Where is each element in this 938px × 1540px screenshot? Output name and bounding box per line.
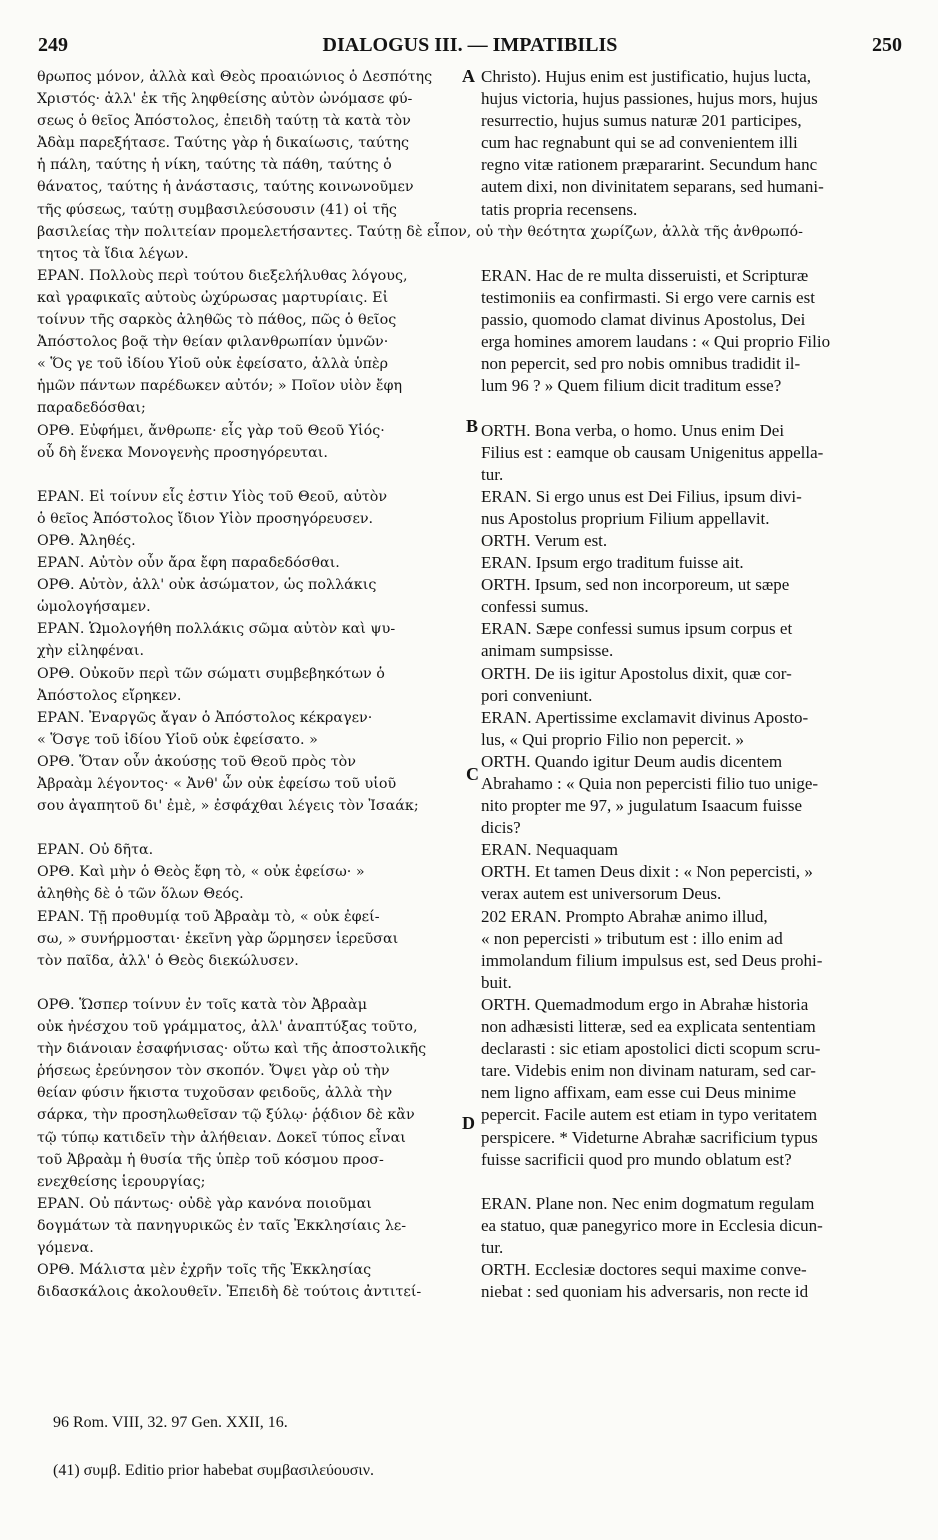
greek-text-line: « Ὅσγε τοῦ ἰδίου Υἱοῦ οὐκ ἐφείσατο. » [37,731,318,748]
latin-text-line: perspicere. * Videturne Abrahæ sacrificium typus [481,1127,818,1147]
greek-text-line: τοίνυν τῆς σαρκὸς ἀληθῶς τὸ πάθος, πῶς ὁ θεῖος [37,312,397,329]
greek-text-line [37,464,469,486]
latin-text-line: non pepercit, sed pro nobis omnibus tradidit il- [481,354,801,374]
margin-letter-b: B [466,416,479,436]
greek-text-line [37,817,469,839]
latin-text-line: declarasti : sic etiam apostolici dicti scopum scru- [481,1039,821,1059]
greek-text-line: ἀληθὴς δὲ ὁ τῶν ὅλων Θεός. [37,886,244,903]
greek-text-line: σου ἀγαπητοῦ δι' ἐμὲ, » ἐσφάχθαι λέγεις τὸν Ἰσαάκ; [37,798,419,815]
greek-text-line: ενεχθείσης ἱερουργίας; [37,1173,206,1190]
greek-text-line: βασιλείας τὴν πολιτείαν προμελετήσαντες. Ταύτῃ δὲ εἶπον, οὐ τὴν θεότητα χωρίζων, ἀλλὰ τῆς ἀνθρωπό- [37,223,803,240]
greek-text-line: σω, » συνήρμοσται· ἐκεῖνη γὰρ ὥρμησεν ἱερεῦσαι [37,930,399,947]
greek-text-line: χὴν εἰληφέναι. [37,643,145,660]
margin-letter-c: C [466,764,479,784]
greek-text-line: σάρκα, τὴν προσηλωθεῖσαν τῷ ξύλῳ· ῥᾴδιον δὲ κἂν [37,1107,415,1124]
greek-text-line [37,972,469,994]
latin-text-line: nito propter me 97, » jugulatum Isaacum fuisse [481,796,803,816]
greek-text-line: τῷ τύπῳ κατιδεῖν τὴν ἀλήθειαν. Δοκεῖ τύπος εἶναι [37,1129,406,1146]
greek-text-line: Ἀδὰμ παρεξήτασε. Ταύτης γὰρ ἡ δικαίωσις, ταύτης [37,135,409,152]
greek-text-line: ὁ θεῖος Ἀπόστολος ἴδιον Υἱὸν προσηγόρευσεν. [37,510,374,527]
greek-text-line: θείαν φύσιν ἥκιστα τυχοῦσαν φειδοῦς, ἀλλὰ τὴν [37,1085,393,1102]
greek-text-line: ΕΡΑΝ. Ὡμολογήθη πολλάκις σῶμα αὐτὸν καὶ ψυ- [37,621,396,638]
greek-text-line: παραδεδόσθαι; [37,400,146,417]
latin-text-line: non adhæsisti litteræ, sed ea explicata sententiam [481,1017,816,1037]
latin-text-line: « non pepercisti » tributum est : illo enim ad [481,928,783,948]
latin-text-line: lus, « Qui proprio Filio non pepercit. » [481,729,745,749]
latin-text-line: ORTH. Bona verba, o homo. Unus enim Dei [481,420,785,440]
greek-text-line: ΕΡΑΝ. Οὐ πάντως· οὐδὲ γὰρ κανόνα ποιοῦμαι [37,1195,372,1212]
greek-text-line: ΟΡΘ. Καὶ μὴν ὁ Θεὸς ἔφη τὸ, « οὐκ ἐφείσω· » [37,864,365,881]
latin-text-line: lum 96 ? » Quem filium dicit traditum esse? [481,376,782,396]
greek-text-line: ῥήσεως ἐρεύνησον τὸν σκοπόν. Ὄψει γὰρ οὐ τὴν [37,1063,390,1080]
running-title: DIALOGUS III. — IMPATIBILIS [322,34,618,56]
latin-text-line: regno vitæ rationem præpararint. Secundum hanc [481,155,818,175]
greek-text-line: « Ὅς γε τοῦ ἰδίου Υἱοῦ οὐκ ἐφείσατο, ἀλλὰ ὑπὲρ [37,356,389,373]
greek-text-line: ΕΡΑΝ. Αὐτὸν οὖν ἄρα ἔφη παραδεδόσθαι. [37,555,340,572]
greek-text-line: θρωπος μόνον, ἀλλὰ καὶ Θεὸς προαιώνιος ὁ Δεσπότης [37,69,433,85]
margin-letter-d: D [462,1113,475,1133]
latin-text-line: passio, quomodo clamat divinus Apostolus, Dei [481,310,806,330]
latin-text-line: ERAN. Sæpe confessi sumus ipsum corpus et [481,619,793,639]
latin-text-line: nus Apostolus proprium Filium appellavit. [481,508,770,528]
greek-text-line: τὴν διάνοιαν ἐσαφήνισας· οὕτω καὶ τῆς ἀποστολικῆς [37,1041,427,1058]
latin-text-line: cum hac regnabunt qui se ad convenientem illi [481,133,798,153]
latin-text-line [481,1171,902,1193]
greek-text-line: θάνατος, ταύτης ἡ ἀνάστασις, ταύτης κοινωνοῦμεν [37,179,414,196]
latin-text-line: ERAN. Plane non. Nec enim dogmatum regulam [481,1193,815,1213]
latin-text-line: ea statuo, quæ panegyrico more in Ecclesia dicun- [481,1215,823,1235]
latin-text-line: animam sumpsisse. [481,641,614,661]
greek-text-line: ΕΡΑΝ. Τῇ προθυμίᾳ τοῦ Ἀβραὰμ τὸ, « οὐκ ἐφεί- [37,908,380,925]
greek-text-line: ΟΡΘ. Ὅταν οὖν ἀκούσῃς τοῦ Θεοῦ πρὸς τὸν [37,753,356,770]
greek-text-line: σεως ὁ θεῖος Ἀπόστολος, ἐπειδὴ ταύτῃ τὰ κατὰ τὸν [37,113,411,130]
latin-text-line: erga homines amorem laudans : « Qui proprio Filio [481,332,831,352]
greek-text-line: γόμενα. [37,1239,94,1256]
greek-text-line: ΟΡΘ. Εὐφήμει, ἄνθρωπε· εἷς γὰρ τοῦ Θεοῦ Υἱός· [37,422,385,439]
greek-text-line: ΟΡΘ. Ἀληθές. [37,532,136,549]
latin-text-line: ORTH. Verum est. [481,530,608,550]
latin-text-line [481,243,902,265]
footnote-references: 96 Rom. VIII, 32. 97 Gen. XXII, 16. [53,1414,288,1431]
latin-column [481,66,902,1303]
latin-text-line: ERAN. Hac de re multa disseruisti, et Scripturæ [481,265,809,285]
greek-text-line: Ἀπόστολος εἴρηκεν. [37,687,182,704]
greek-text-line: διδασκάλοις ἀκολουθεῖν. Ἐπειδὴ δὲ τούτοις ἀντιτεί- [37,1284,422,1301]
latin-text-line: verax autem est universorum Deus. [481,884,722,904]
greek-text-line: οὐκ ἠνέσχου τοῦ γράμματος, ἀλλ' ἀναπτύξας τοῦτο, [37,1019,418,1036]
latin-text-line: autem dixi, non divinitatem separans, sed humani- [481,177,824,197]
footnote-critical: (41) συμβ. Editio prior habebat συμβασιλεύουσιν. [53,1462,374,1479]
latin-text-line [481,221,902,243]
latin-text-line: resurrectio, hujus sumus naturæ 201 participes, [481,111,802,131]
greek-text-line: ΟΡΘ. Αὐτὸν, ἀλλ' οὐκ ἀσώματον, ὡς πολλάκις [37,577,377,594]
latin-text-line: ORTH. Quemadmodum ergo in Abrahæ historia [481,994,809,1014]
latin-text-line: Christo). Hujus enim est justificatio, hujus lucta, [481,67,812,86]
greek-text-line: ΟΡΘ. Ὥσπερ τοίνυν ἐν τοῖς κατὰ τὸν Ἀβραὰμ [37,996,367,1013]
latin-text-line: Abrahamo : « Quia non pepercisti filio tuo unige- [481,774,819,793]
greek-text-line: ἡμῶν πάντων παρέδωκεν αὐτόν; » Ποῖον υἱὸν ἔφη [37,378,403,395]
latin-text-line: testimoniis ea confirmasti. Si ergo vere carnis est [481,287,815,307]
greek-text-line: τῆς φύσεως, ταύτῃ συμβασιλεύσουσιν (41) οἱ τῆς [37,201,397,218]
latin-text-line: dicis? [481,818,521,838]
greek-text-line: τοῦ Ἀβραὰμ ἡ θυσία τῆς ὑπὲρ τοῦ κόσμου προσ- [37,1151,384,1168]
page-header [38,34,902,60]
latin-text-line: Filius est : eamque ob causam Unigenitus appella- [481,442,824,462]
margin-letter-a: A [462,66,475,86]
greek-text-line: Ἀβραὰμ λέγοντος· « Ἀνθ' ὧν οὐκ ἐφείσω τοῦ υἱοῦ [37,776,397,792]
greek-text-line: ὡμολογήσαμεν. [37,599,151,616]
latin-text-line: ERAN. Nequaquam [481,840,618,860]
greek-text-line: Ἀπόστολος βοᾷ τὴν θείαν φιλανθρωπίαν ὑμνῶν· [37,334,389,351]
greek-text-line: οὗ δὴ ἕνεκα Μονογενὴς προσηγόρευται. [37,444,328,461]
latin-text-line: ORTH. Ecclesiæ doctores sequi maxime conve- [481,1260,807,1280]
latin-text-line: ORTH. Ipsum, sed non incorporeum, ut sæpe [481,575,790,595]
page-number-right: 250 [872,34,902,56]
latin-text-line: ERAN. Apertissime exclamavit divinus Aposto- [481,707,809,727]
latin-text-line: tur. [481,464,504,484]
latin-text-line: ORTH. Quando igitur Deum audis dicentem [481,751,783,771]
greek-text-line: ΕΡΑΝ. Ἐναργῶς ἄγαν ὁ Ἀπόστολος κέκραγεν· [37,709,373,726]
latin-text-line: niebat : sed quoniam his adversaris, non recte id [481,1282,809,1302]
greek-text-line: ΕΡΑΝ. Πολλοὺς περὶ τούτου διεξελήλυθας λόγους, [37,267,408,284]
greek-text-line: ΟΡΘ. Οὐκοῦν περὶ τῶν σώματι συμβεβηκότων ὁ [37,665,385,682]
latin-text-line [481,397,902,419]
greek-text-line: ἡ πάλη, ταύτης ἡ νίκη, ταύτης τὰ πάθη, ταύτης ὁ [37,157,392,174]
latin-text-line: ERAN. Ipsum ergo traditum fuisse ait. [481,553,744,573]
latin-text-line: tare. Videbis enim non divinam naturam, sed car- [481,1061,816,1081]
latin-text-line: 202 ERAN. Prompto Abrahæ animo illud, [481,906,768,926]
greek-text-line: Χριστός· ἀλλ' ἐκ τῆς ληφθείσης αὐτὸν ὠνόμασε φύ- [37,91,413,108]
latin-text-line: buit. [481,972,512,992]
latin-text-line: ORTH. De iis igitur Apostolus dixit, quæ cor- [481,663,792,683]
latin-text-line: pori conveniunt. [481,685,593,705]
greek-text-line: ΕΡΑΝ. Οὐ δῆτα. [37,842,154,859]
page-number-left: 249 [38,34,68,56]
greek-text-line: ΟΡΘ. Μάλιστα μὲν ἐχρῆν τοῖς τῆς Ἐκκλησίας [37,1262,372,1279]
latin-text-line: tatis propria recensens. [481,199,638,219]
greek-text-line: τητος τὰ ἴδια λέγων. [37,245,189,262]
latin-text-line: pepercit. Facile autem est etiam in typo veritatem [481,1105,818,1125]
greek-text-line: καὶ γραφικαῖς αὐτοὺς ὠχύρωσας μαρτυρίαις. Εἰ [37,289,389,306]
latin-text-line: ORTH. Et tamen Deus dixit : « Non pepercisti, » [481,862,813,882]
greek-text-line: δογμάτων τὰ πανηγυρικῶς ἐν ταῖς Ἐκκλησίαις λε- [37,1217,407,1234]
latin-text-line: confessi sumus. [481,597,589,617]
latin-text-line: fuisse sacrificii quod pro mundo oblatum est? [481,1149,792,1169]
latin-text-line: nem ligno affixam, eam esse cui Deus minime [481,1083,797,1103]
greek-text-line: ΕΡΑΝ. Εἰ τοίνυν εἷς ἐστιν Υἱὸς τοῦ Θεοῦ, αὐτὸν [37,488,388,505]
latin-text-line: ERAN. Si ergo unus est Dei Filius, ipsum divi- [481,486,802,506]
latin-text-line: immolandum filium impulsus est, sed Deus prohi- [481,950,823,970]
latin-text-line: tur. [481,1237,504,1257]
latin-text-line: hujus victoria, hujus passiones, hujus mors, hujus [481,89,818,109]
greek-text-line: τὸν παῖδα, ἀλλ' ὁ Θεὸς διεκώλυσεν. [37,952,299,969]
